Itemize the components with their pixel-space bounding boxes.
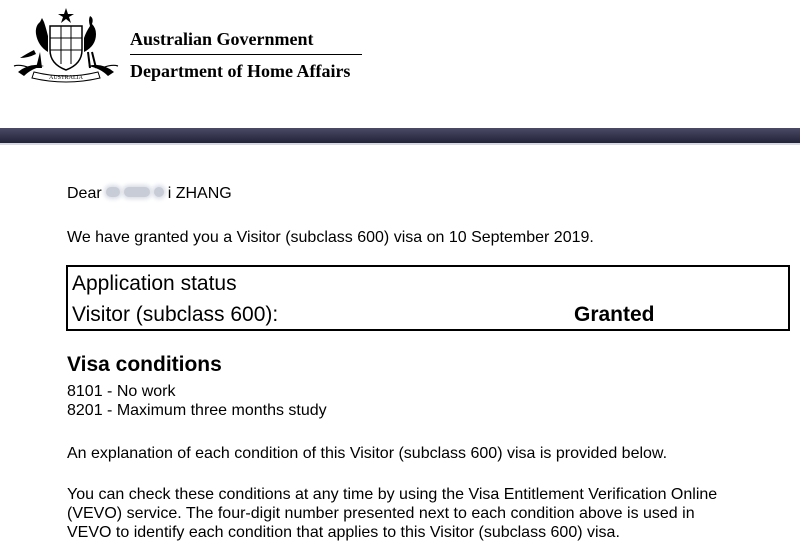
greeting-suffix: i ZHANG [167,185,232,202]
vevo-line: You can check these conditions at any time by using the Visa Entitlement Verification Online [67,486,718,503]
condition-item: 8201 - Maximum three months study [67,402,327,419]
application-status-heading: Application status [72,272,237,295]
status-value: Granted [574,303,655,326]
title-divider [130,54,362,55]
header-band-edge [0,143,800,145]
header-band [0,128,800,143]
greeting [67,184,232,204]
government-title-block [130,28,362,82]
application-status-box [66,265,790,331]
department-name: Department of Home Affairs [130,61,351,81]
visa-conditions-heading: Visa conditions [67,353,222,376]
greeting-prefix: Dear [67,185,102,202]
condition-item: 8101 - No work [67,383,176,400]
grant-sentence: We have granted you a Visitor (subclass 600) visa on 10 September 2019. [67,229,594,246]
conditions-explanation: An explanation of each condition of this Visitor (subclass 600) visa is provided below. [67,445,668,462]
redacted-name [102,184,168,200]
svg-text:AUSTRALIA: AUSTRALIA [49,75,83,81]
coat-of-arms-icon [10,6,122,86]
vevo-line: (VEVO) service. The four-digit number presented next to each condition above is used in [67,505,695,522]
condition-list [67,382,327,420]
letterhead [0,0,800,128]
vevo-paragraph [67,485,792,542]
vevo-line: VEVO to identify each condition that applies to this Visitor (subclass 600) visa. [67,524,620,541]
government-name: Australian Government [130,29,314,49]
visa-subclass-label: Visitor (subclass 600): [72,303,279,326]
